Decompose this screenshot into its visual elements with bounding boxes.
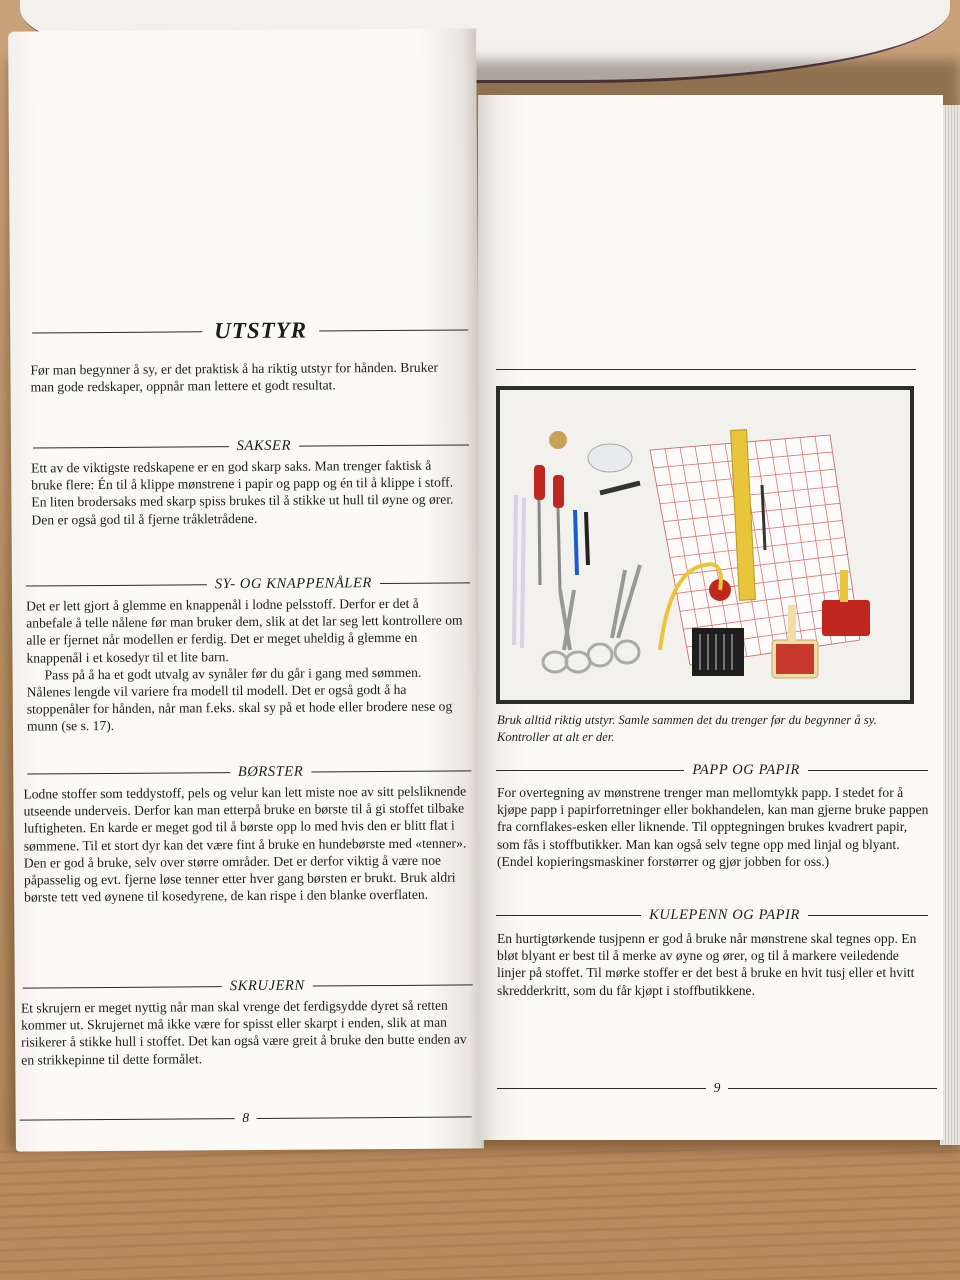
section-body-borster: Lodne stoffer som teddystoff, pels og velur kan lett miste noe av sitt pelsliknende utseende underveis. Derfor kan man etterpå bruke en børste til å gi stoffet tilbake luftigheten. En karde er meget god til å børste opp lo med hvis den er blitt flat i sømmene. Til et stort dyr kan det være fint å bruke en hundebørste med «tenner». Den er god å bruke, selv over større områder. Det er derfor viktig å være noe påpasselig og evt. fjerne løse tenner etter hver gang børsten er brukt. Bruk aldri børste tett ved øynene til kosedyrene, de kan rispe i den blanke overflaten. <box>23 783 467 905</box>
intro-paragraph: Før man begynner å sy, er det praktisk å ha riktig utstyr for hånden. Bruker man gode redskaper, oppnår man lettere et godt resultat. <box>30 359 439 395</box>
chapter-title: UTSTYR <box>214 317 308 344</box>
section-body-papp: For overtegning av mønstrene trenger man mellomtykk papp. I stedet for å kjøpe papp i papirforretninger eller bokhandelen, kan man gjerne bruke pappen fra cornflakes-esken eller liknende. Til opptegningen brukes kvadrert papir, som fås i stoffbutikker. Man kan også selv tegne opp med linjal og blyant. (Endel kopieringsmaskiner forstørrer og gjør jobben for oss.) <box>497 785 929 869</box>
section-rule-right <box>313 984 473 986</box>
tools-photo-image <box>500 390 910 700</box>
section-rule-right <box>311 770 471 772</box>
footer-rule-right <box>728 1088 937 1089</box>
section-heading-borster <box>27 762 471 782</box>
footer-rule-left <box>20 1118 235 1120</box>
section-heading-naler <box>26 574 470 594</box>
section-body-naler: Det er lett gjort å glemme en knappenål i lodne pelsstoff. Derfor er det å anbefale å telle nålene før man bruker dem, slik at det lar seg lett kontrollere om alle er fjernet når modellen er ferdig. Det er meget uheldig å glemme en knappenål i et kosedyr til et lite barn. Pass på å ha et godt utvalg av synåler før du går i gang med sømmen. Nålenes lengde vil variere fra modell til modell. Det er også godt å ha stoppenåler for hånden, når man f.eks. skal sy på et hode eller brodere nese og munn (se s. 17). <box>26 595 463 734</box>
heading-rule-left <box>32 331 202 333</box>
section-title-borster: BØRSTER <box>237 763 304 781</box>
page-footer-right <box>497 1080 937 1096</box>
section-rule-left <box>33 446 229 448</box>
top-rule <box>496 369 916 370</box>
section-rule-left <box>496 915 641 916</box>
section-heading-skrujern <box>23 976 473 996</box>
section-body-kulepenn: En hurtigtørkende tusjpenn er god å bruke når mønstrene skal tegnes opp. En bløt blyant er best til å merke av øyne og ører, og til å markere veiledende linjer på stoffet. Til mørke stoffer er det best å bruke en hvit tusj eller et hvitt skredderkritt, som du får kjøpt i stoffbutikkene. <box>497 931 917 998</box>
section-rule-right <box>380 582 470 584</box>
section-rule-left <box>26 584 207 586</box>
section-rule-right <box>808 915 928 916</box>
section-title-skrujern: SKRUJERN <box>229 977 305 995</box>
section-rule-right <box>808 770 928 771</box>
heading-rule-right <box>319 329 468 331</box>
section-heading-kulepenn <box>496 907 928 924</box>
section-rule-left <box>23 986 222 988</box>
section-title-kulepenn: KULEPENN OG PAPIR <box>649 907 800 923</box>
section-rule-left <box>27 772 230 774</box>
section-rule-right <box>299 444 469 446</box>
section-title-papp: PAPP OG PAPIR <box>692 762 800 778</box>
section-rule-left <box>496 770 684 771</box>
section-body-sakser: Ett av de viktigste redskapene er en god skarp saks. Man trenger faktisk å bruke flere: Én til å klippe mønstrene i papir og papp og én til å klippe i stoff. En liten brodersaks med skarp spiss brukes til å stikke ut hull til øyne og ører. Den er også god til å fjerne tråkletrådene. <box>31 457 454 528</box>
section-heading-papp <box>496 762 928 779</box>
page-block-edge <box>940 105 960 1145</box>
section-body-skrujern: Et skrujern er meget nyttig når man skal vrenge det ferdigsydde dyret så retten kommer ut. Skrujernet må ikke være for spisst eller skarpt i enden, slik at man risikerer å stikke hull i stoffet. Det kan også være greit å bruke den butte enden av en strikkepinne til dette formålet. <box>20 997 467 1068</box>
needle-case-icon <box>692 628 744 676</box>
page-number-right: 9 <box>713 1080 721 1095</box>
section-title-sakser: SAKSER <box>236 437 292 455</box>
footer-rule-right <box>257 1116 472 1118</box>
page-number-left: 8 <box>242 1109 250 1126</box>
footer-rule-left <box>497 1088 706 1089</box>
left-page <box>8 28 484 1151</box>
chapter-heading <box>32 316 468 345</box>
section-title-naler: SY- OG KNAPPENÅLER <box>214 575 373 593</box>
photo-caption: Bruk alltid riktig utstyr. Samle sammen det du trenger før du begynner å sy. Kontroller at alt er der. <box>497 713 877 744</box>
page-footer-left <box>20 1108 472 1127</box>
tools-photo <box>496 386 914 704</box>
section-heading-sakser <box>33 436 469 456</box>
table-wood-grain <box>0 1150 960 1280</box>
